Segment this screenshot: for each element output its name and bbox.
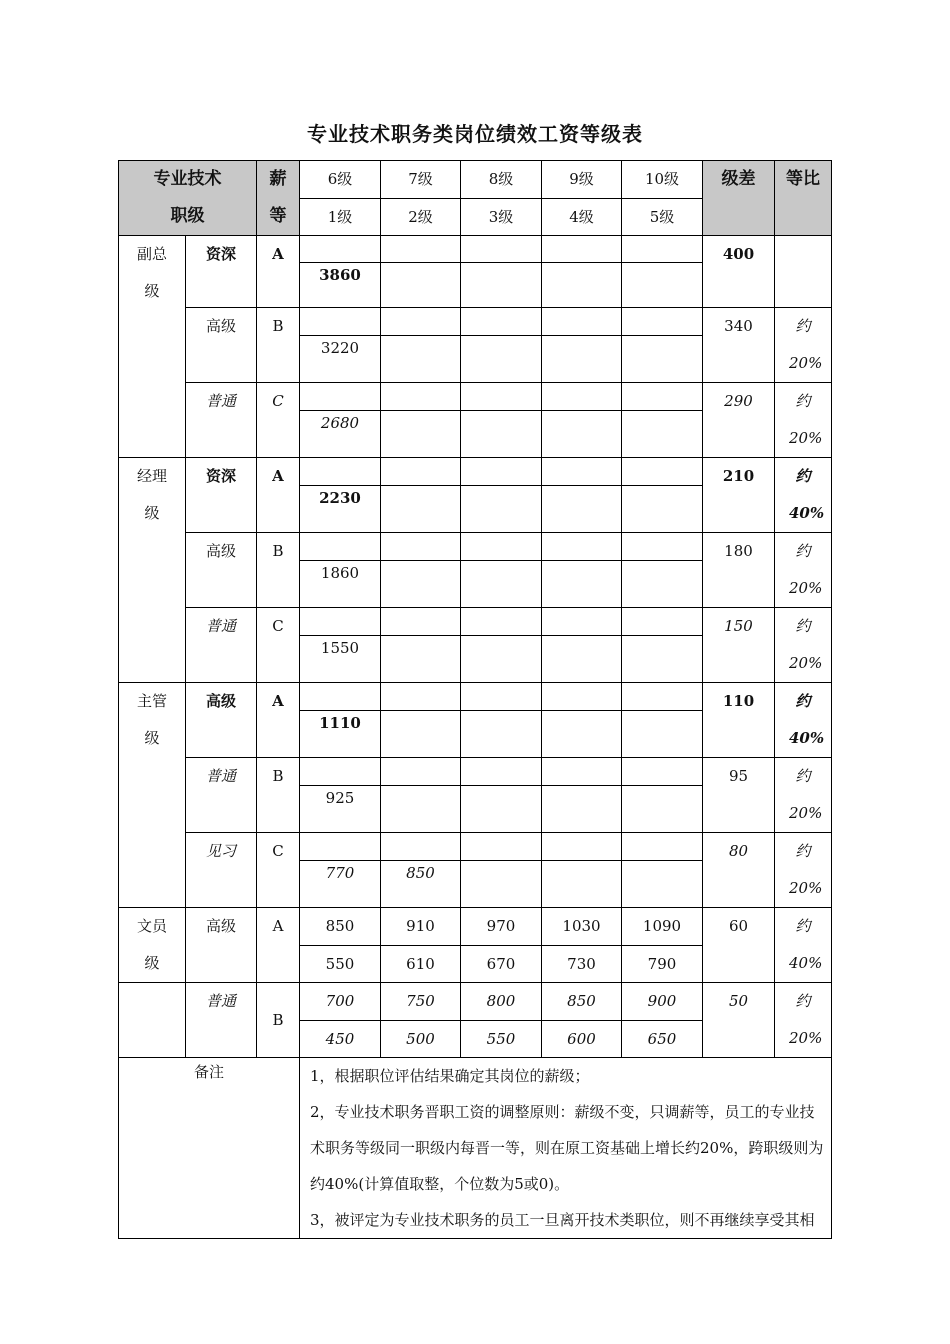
value-cell [461, 263, 542, 308]
value-cell [381, 486, 461, 533]
remarks-label: 备注 [119, 1058, 300, 1239]
grade-cell: B [257, 983, 300, 1058]
level-cell: 高级 [186, 908, 257, 983]
ratio-cell: 约20% [775, 383, 832, 458]
value-cell: 450 [300, 1020, 381, 1058]
diff-cell: 110 [703, 683, 775, 758]
value-cell [461, 608, 542, 636]
diff-cell: 340 [703, 308, 775, 383]
value-cell: 850 [300, 908, 381, 946]
value-cell: 3220 [300, 336, 381, 383]
value-cell [542, 833, 622, 861]
rank-cell: 经理级 [119, 458, 186, 683]
value-cell: 3860 [300, 263, 381, 308]
value-cell [542, 486, 622, 533]
value-cell [622, 458, 703, 486]
diff-cell: 400 [703, 236, 775, 308]
value-cell: 730 [542, 945, 622, 983]
value-cell [300, 833, 381, 861]
value-cell [542, 308, 622, 336]
level-cell: 高级 [186, 308, 257, 383]
value-cell: 750 [381, 983, 461, 1021]
value-cell [381, 383, 461, 411]
header-grade: 薪等 [257, 161, 300, 236]
value-cell [622, 411, 703, 458]
level-cell: 普通 [186, 983, 257, 1058]
value-cell [461, 833, 542, 861]
grade-cell: A [257, 683, 300, 758]
diff-cell: 180 [703, 533, 775, 608]
value-cell: 1090 [622, 908, 703, 946]
grade-cell: B [257, 758, 300, 833]
value-cell [542, 561, 622, 608]
value-cell [461, 786, 542, 833]
value-cell [622, 861, 703, 908]
value-cell: 2230 [300, 486, 381, 533]
diff-cell: 60 [703, 908, 775, 983]
level-cell: 普通 [186, 383, 257, 458]
header-diff: 级差 [703, 161, 775, 236]
value-cell: 850 [542, 983, 622, 1021]
ratio-cell: 约20% [775, 758, 832, 833]
header-level-bottom: 4级 [542, 198, 622, 236]
value-cell [300, 308, 381, 336]
value-cell [300, 533, 381, 561]
value-cell [622, 683, 703, 711]
value-cell [542, 861, 622, 908]
value-cell [542, 383, 622, 411]
header-level-bottom: 3级 [461, 198, 542, 236]
value-cell [542, 533, 622, 561]
ratio-cell: 约20% [775, 308, 832, 383]
value-cell: 500 [381, 1020, 461, 1058]
value-cell [622, 711, 703, 758]
level-cell: 资深 [186, 236, 257, 308]
value-cell [381, 336, 461, 383]
value-cell [461, 683, 542, 711]
value-cell [542, 608, 622, 636]
value-cell [381, 608, 461, 636]
grade-cell: B [257, 308, 300, 383]
header-level-bottom: 2级 [381, 198, 461, 236]
value-cell [461, 236, 542, 263]
diff-cell: 50 [703, 983, 775, 1058]
ratio-cell: 约40% [775, 908, 832, 983]
value-cell [622, 486, 703, 533]
diff-cell: 210 [703, 458, 775, 533]
ratio-cell: 约40% [775, 458, 832, 533]
header-level-top: 8级 [461, 161, 542, 199]
rank-cell: 主管级 [119, 683, 186, 908]
value-cell [542, 758, 622, 786]
value-cell: 670 [461, 945, 542, 983]
value-cell [381, 786, 461, 833]
value-cell: 910 [381, 908, 461, 946]
value-cell [542, 411, 622, 458]
remark-line: 3，被评定为专业技术职务的员工一旦离开技术类职位，则不再继续享受其相 [310, 1211, 815, 1229]
level-cell: 高级 [186, 683, 257, 758]
grade-cell: A [257, 908, 300, 983]
value-cell [300, 383, 381, 411]
value-cell [461, 636, 542, 683]
value-cell [461, 486, 542, 533]
value-cell [461, 336, 542, 383]
value-cell [381, 833, 461, 861]
level-cell: 见习 [186, 833, 257, 908]
header-level-bottom: 5级 [622, 198, 703, 236]
grade-cell: A [257, 236, 300, 308]
level-cell: 普通 [186, 758, 257, 833]
value-cell [381, 308, 461, 336]
grade-cell: B [257, 533, 300, 608]
diff-cell: 150 [703, 608, 775, 683]
value-cell [461, 458, 542, 486]
value-cell: 1110 [300, 711, 381, 758]
value-cell: 550 [300, 945, 381, 983]
value-cell [461, 861, 542, 908]
value-cell [381, 533, 461, 561]
value-cell [622, 758, 703, 786]
value-cell [300, 608, 381, 636]
value-cell [300, 683, 381, 711]
value-cell: 970 [461, 908, 542, 946]
value-cell [542, 236, 622, 263]
value-cell [381, 263, 461, 308]
value-cell [622, 308, 703, 336]
value-cell: 925 [300, 786, 381, 833]
value-cell [381, 411, 461, 458]
value-cell: 1860 [300, 561, 381, 608]
value-cell [622, 336, 703, 383]
value-cell [461, 533, 542, 561]
ratio-cell [775, 236, 832, 308]
value-cell: 1550 [300, 636, 381, 683]
value-cell: 800 [461, 983, 542, 1021]
value-cell [622, 833, 703, 861]
value-cell [461, 711, 542, 758]
grade-cell: A [257, 458, 300, 533]
rank-cell [119, 983, 186, 1058]
diff-cell: 80 [703, 833, 775, 908]
value-cell: 610 [381, 945, 461, 983]
value-cell [542, 683, 622, 711]
value-cell [461, 561, 542, 608]
level-cell: 资深 [186, 458, 257, 533]
value-cell [381, 236, 461, 263]
value-cell [542, 263, 622, 308]
value-cell [542, 711, 622, 758]
value-cell: 700 [300, 983, 381, 1021]
ratio-cell: 约20% [775, 608, 832, 683]
value-cell: 550 [461, 1020, 542, 1058]
value-cell [622, 608, 703, 636]
header-ratio: 等比 [775, 161, 832, 236]
value-cell [300, 236, 381, 263]
ratio-cell: 约20% [775, 533, 832, 608]
value-cell [461, 758, 542, 786]
value-cell [381, 758, 461, 786]
grade-cell: C [257, 383, 300, 458]
value-cell [542, 636, 622, 683]
value-cell [622, 636, 703, 683]
value-cell: 900 [622, 983, 703, 1021]
value-cell [622, 236, 703, 263]
value-cell [461, 308, 542, 336]
value-cell [381, 683, 461, 711]
value-cell [300, 758, 381, 786]
remarks-content [300, 1058, 832, 1239]
value-cell: 600 [542, 1020, 622, 1058]
header-rank: 专业技术职级 [119, 161, 257, 236]
value-cell: 1030 [542, 908, 622, 946]
grade-cell: C [257, 608, 300, 683]
value-cell [622, 786, 703, 833]
value-cell: 850 [381, 861, 461, 908]
value-cell [542, 336, 622, 383]
value-cell [381, 636, 461, 683]
grade-cell: C [257, 833, 300, 908]
value-cell [622, 533, 703, 561]
diff-cell: 95 [703, 758, 775, 833]
value-cell [542, 786, 622, 833]
ratio-cell: 约40% [775, 683, 832, 758]
value-cell [381, 561, 461, 608]
value-cell [381, 458, 461, 486]
salary-grade-table [118, 160, 832, 1239]
value-cell: 2680 [300, 411, 381, 458]
remark-line: 1，根据职位评估结果确定其岗位的薪级； [310, 1067, 590, 1085]
header-level-top: 7级 [381, 161, 461, 199]
header-level-top: 6级 [300, 161, 381, 199]
page-title: 专业技术职务类岗位绩效工资等级表 [307, 122, 643, 146]
value-cell [622, 561, 703, 608]
header-level-top: 10级 [622, 161, 703, 199]
value-cell: 790 [622, 945, 703, 983]
value-cell [542, 458, 622, 486]
value-cell [381, 711, 461, 758]
value-cell [622, 263, 703, 308]
value-cell: 770 [300, 861, 381, 908]
header-level-top: 9级 [542, 161, 622, 199]
value-cell: 650 [622, 1020, 703, 1058]
value-cell [622, 383, 703, 411]
ratio-cell: 约20% [775, 833, 832, 908]
level-cell: 普通 [186, 608, 257, 683]
rank-cell: 副总级 [119, 236, 186, 458]
value-cell [461, 383, 542, 411]
rank-cell: 文员级 [119, 908, 186, 983]
diff-cell: 290 [703, 383, 775, 458]
ratio-cell: 约20% [775, 983, 832, 1058]
value-cell [461, 411, 542, 458]
level-cell: 高级 [186, 533, 257, 608]
header-level-bottom: 1级 [300, 198, 381, 236]
remark-line: 2，专业技术职务晋职工资的调整原则：薪级不变，只调薪等，员工的专业技术职务等级同一职级内每晋一等，则在原工资基础上增长约20%，跨职级则为约40%(计算值取整，个位数为5或0)。 [310, 1103, 824, 1193]
value-cell [300, 458, 381, 486]
